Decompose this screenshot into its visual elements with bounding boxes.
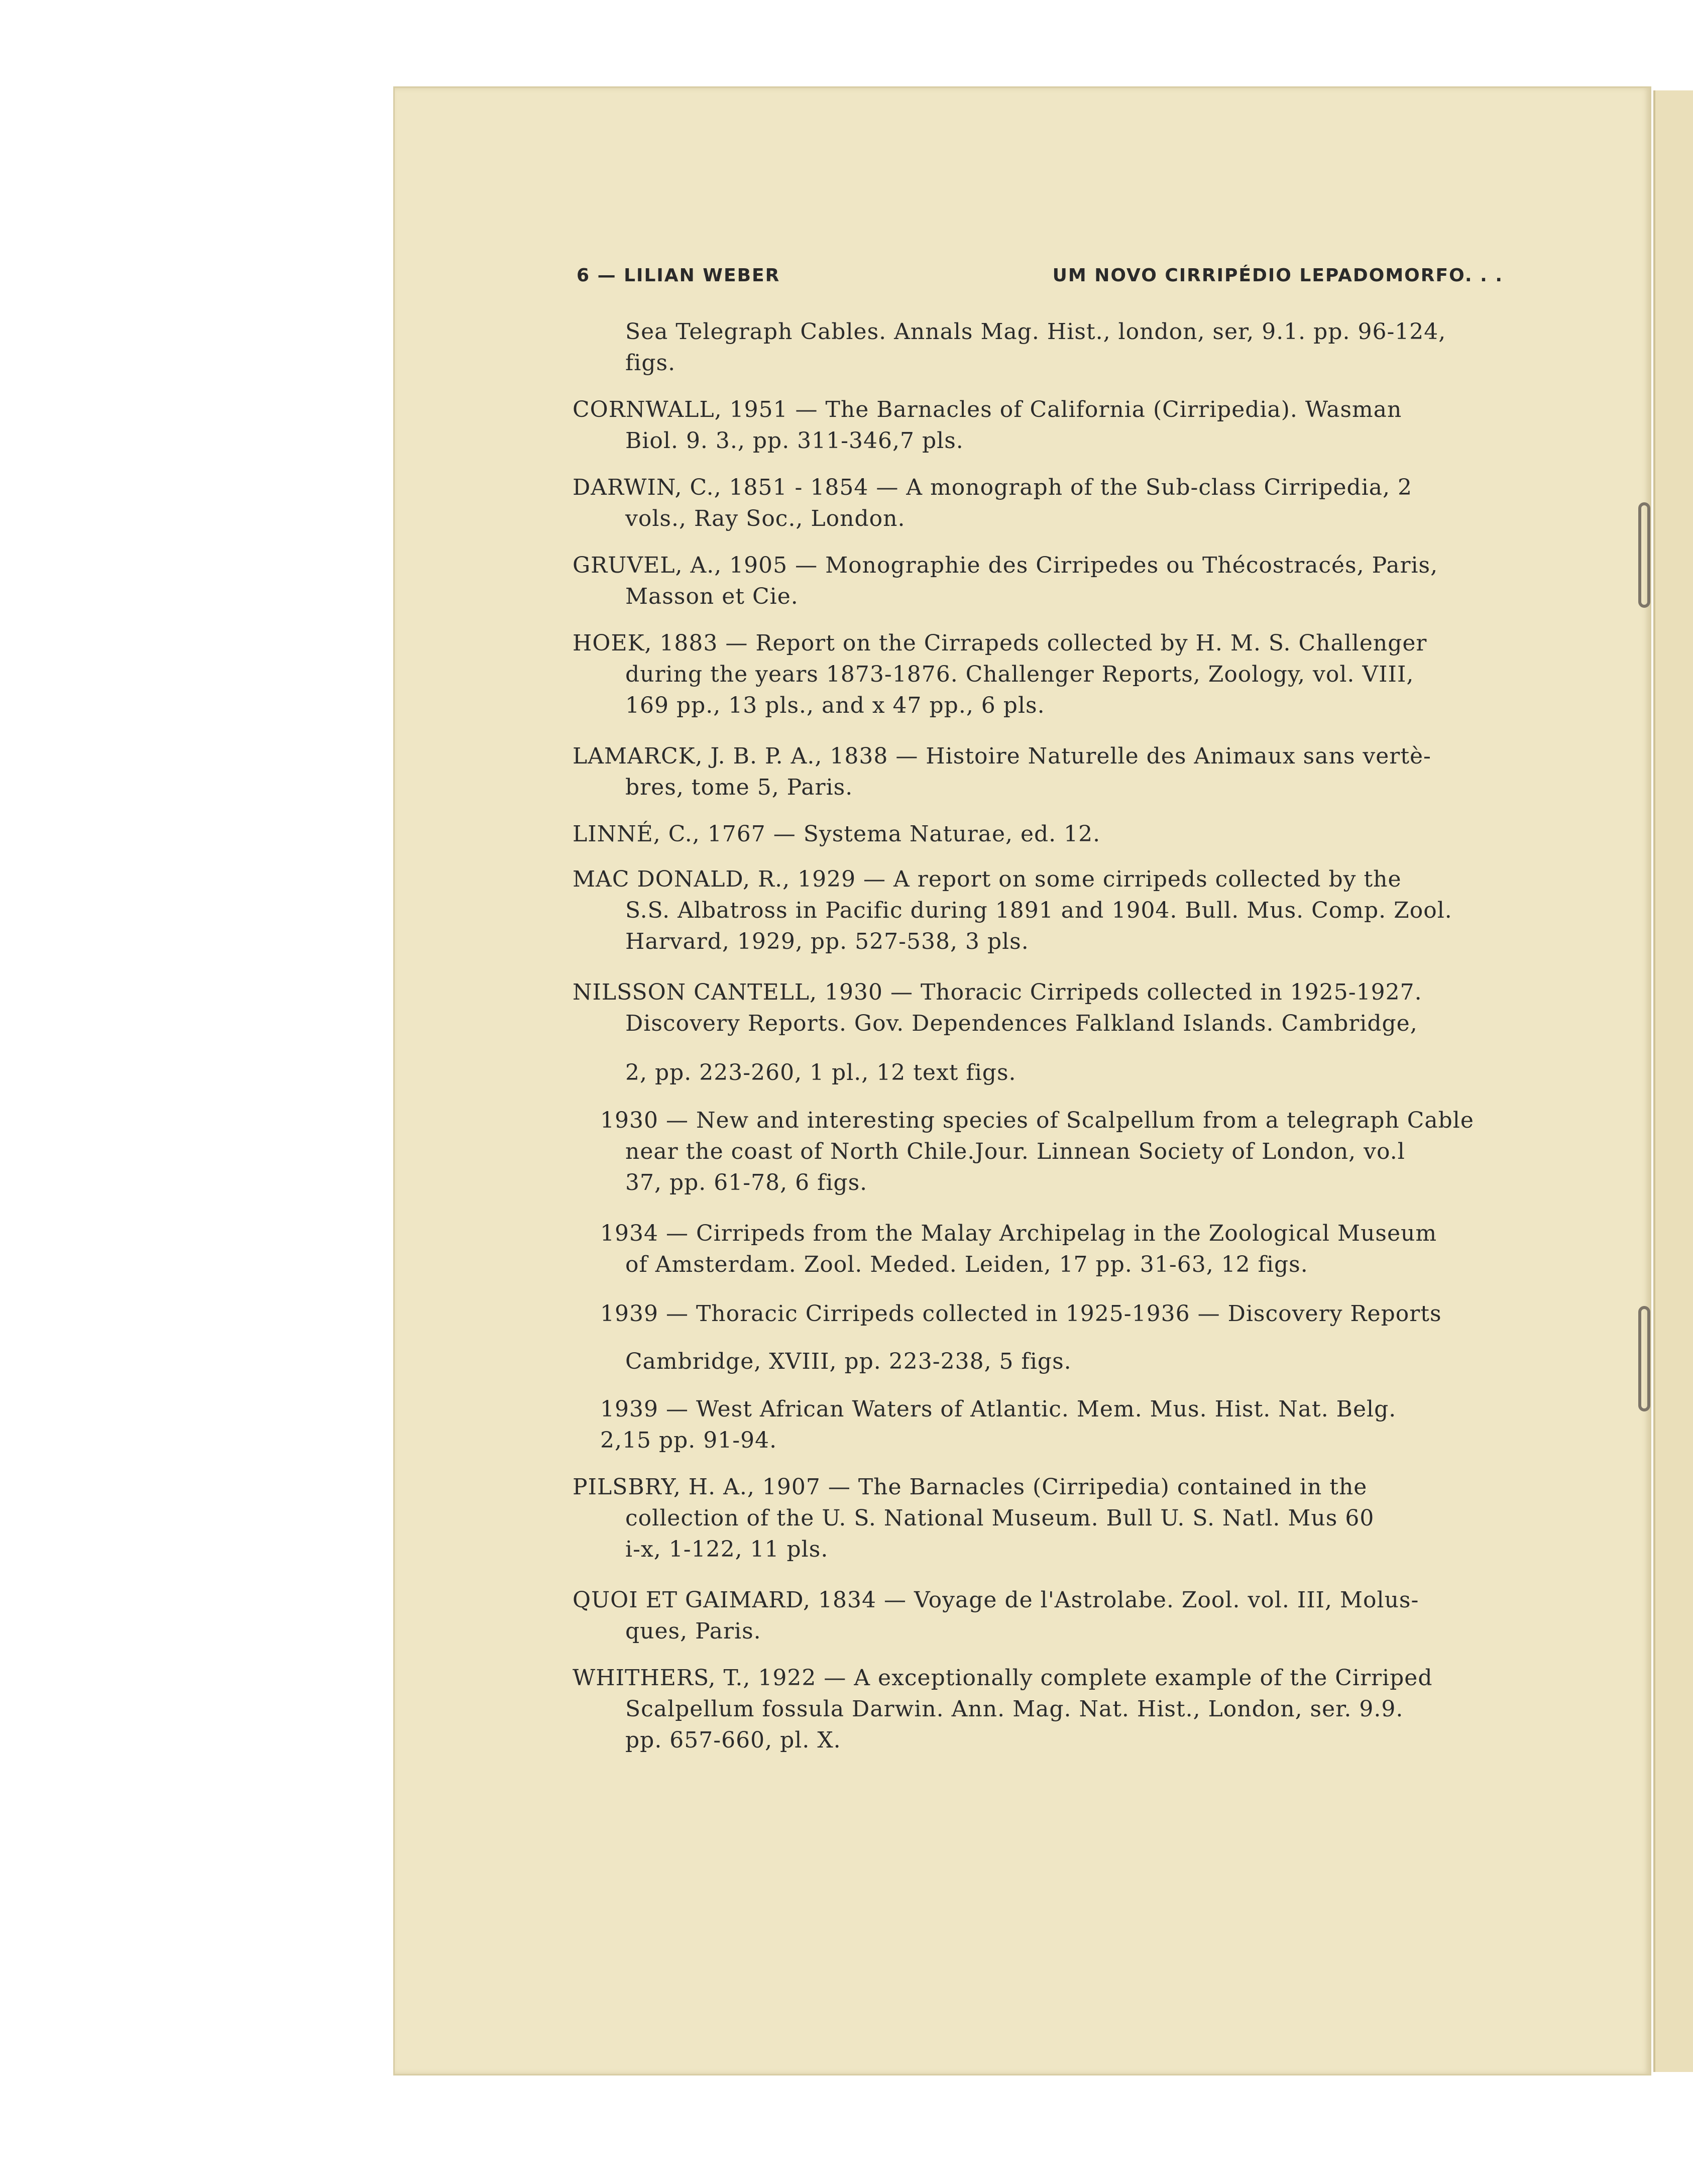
reference-line: figs. — [625, 350, 676, 376]
reference-line: PILSBRY, H. A., 1907 — The Barnacles (Cirripedia) contained in the — [573, 1474, 1368, 1500]
reference-line: bres, tome 5, Paris. — [625, 775, 853, 800]
reference-entry — [573, 1105, 1497, 1198]
next-page-edge — [1653, 90, 1693, 2072]
reference-line: 2,15 pp. 91-94. — [600, 1428, 777, 1453]
reference-line: vols., Ray Soc., London. — [625, 506, 906, 531]
reference-line: CORNWALL, 1951 — The Barnacles of California (Cirripedia). Wasman — [573, 397, 1402, 422]
reference-line: GRUVEL, A., 1905 — Monographie des Cirripedes ou Thécostracés, Paris, — [573, 553, 1438, 578]
reference-line: DARWIN, C., 1851 - 1854 — A monograph of the Sub-class Cirripedia, 2 — [573, 475, 1412, 500]
reference-line: Biol. 9. 3., pp. 311-346,7 pls. — [625, 428, 964, 454]
binding-stitch — [1638, 502, 1650, 608]
reference-line: Masson et Cie. — [625, 584, 799, 609]
reference-line: 1934 — Cirripeds from the Malay Archipelag in the Zoological Museum — [600, 1221, 1437, 1246]
reference-entry — [573, 1394, 1497, 1456]
reference-line: NILSSON CANTELL, 1930 — Thoracic Cirripeds collected in 1925-1927. — [573, 979, 1422, 1005]
reference-entry — [573, 864, 1497, 957]
reference-line: Harvard, 1929, pp. 527-538, 3 pls. — [625, 929, 1029, 954]
reference-line: near the coast of North Chile.Jour. Linnean Society of London, vo.l — [625, 1139, 1405, 1164]
reference-line: QUOI ET GAIMARD, 1834 — Voyage de l'Astrolabe. Zool. vol. III, Molus- — [573, 1587, 1419, 1613]
reference-entry — [573, 819, 1497, 850]
reference-entry — [573, 550, 1497, 612]
reference-line: 37, pp. 61-78, 6 figs. — [625, 1170, 868, 1195]
reference-line: 1930 — New and interesting species of Scalpellum from a telegraph Cable — [600, 1108, 1474, 1133]
reference-entry — [573, 741, 1497, 803]
reference-entry — [573, 1663, 1497, 1756]
reference-entry — [573, 1346, 1497, 1377]
reference-entry — [573, 977, 1497, 1039]
reference-line: Scalpellum fossula Darwin. Ann. Mag. Nat. Hist., London, ser. 9.9. — [625, 1696, 1404, 1722]
reference-entry — [573, 1057, 1497, 1088]
reference-entry — [573, 628, 1497, 721]
reference-entry — [573, 472, 1497, 534]
reference-line: i-x, 1-122, 11 pls. — [625, 1537, 829, 1562]
reference-line: ques, Paris. — [625, 1618, 761, 1644]
reference-entry — [573, 1218, 1497, 1280]
reference-line: of Amsterdam. Zool. Meded. Leiden, 17 pp. 31-63, 12 figs. — [625, 1252, 1308, 1277]
reference-line: S.S. Albatross in Pacific during 1891 and 1904. Bull. Mus. Comp. Zool. — [625, 898, 1452, 923]
binding-stitch — [1638, 1306, 1650, 1411]
reference-line: collection of the U. S. National Museum. Bull U. S. Natl. Mus 60 — [625, 1505, 1375, 1531]
reference-entry — [573, 1472, 1497, 1565]
reference-entry — [573, 316, 1497, 379]
reference-line: 1939 — Thoracic Cirripeds collected in 1925-1936 — Discovery Reports — [600, 1301, 1442, 1327]
reference-line: MAC DONALD, R., 1929 — A report on some cirripeds collected by the — [573, 866, 1402, 892]
reference-line: WHITHERS, T., 1922 — A exceptionally complete example of the Cirriped — [573, 1665, 1433, 1691]
reference-line: 1939 — West African Waters of Atlantic. Mem. Mus. Hist. Nat. Belg. — [600, 1396, 1397, 1422]
reference-line: pp. 657-660, pl. X. — [625, 1727, 841, 1753]
reference-line: 169 pp., 13 pls., and x 47 pp., 6 pls. — [625, 693, 1045, 718]
reference-line: LAMARCK, J. B. P. A., 1838 — Histoire Naturelle des Animaux sans vertè- — [573, 743, 1431, 769]
header-title: UM NOVO CIRRIPÉDIO LEPADOMORFO. . . — [1052, 265, 1503, 286]
reference-line: Sea Telegraph Cables. Annals Mag. Hist., london, ser, 9.1. pp. 96-124, — [625, 319, 1446, 345]
reference-line: Cambridge, XVIII, pp. 223-238, 5 figs. — [625, 1349, 1072, 1374]
reference-entry — [573, 1298, 1497, 1330]
reference-line: LINNÉ, C., 1767 — Systema Naturae, ed. 12. — [573, 821, 1101, 847]
running-head — [577, 265, 1503, 290]
reference-entry — [573, 394, 1497, 457]
reference-line: Discovery Reports. Gov. Dependences Falkland Islands. Cambridge, — [625, 1011, 1418, 1036]
reference-line: 2, pp. 223-260, 1 pl., 12 text figs. — [625, 1060, 1017, 1085]
reference-entry — [573, 1585, 1497, 1647]
reference-line: during the years 1873-1876. Challenger Reports, Zoology, vol. VIII, — [625, 662, 1414, 687]
reference-line: HOEK, 1883 — Report on the Cirrapeds collected by H. M. S. Challenger — [573, 630, 1427, 656]
header-author: 6 — LILIAN WEBER — [577, 265, 780, 286]
